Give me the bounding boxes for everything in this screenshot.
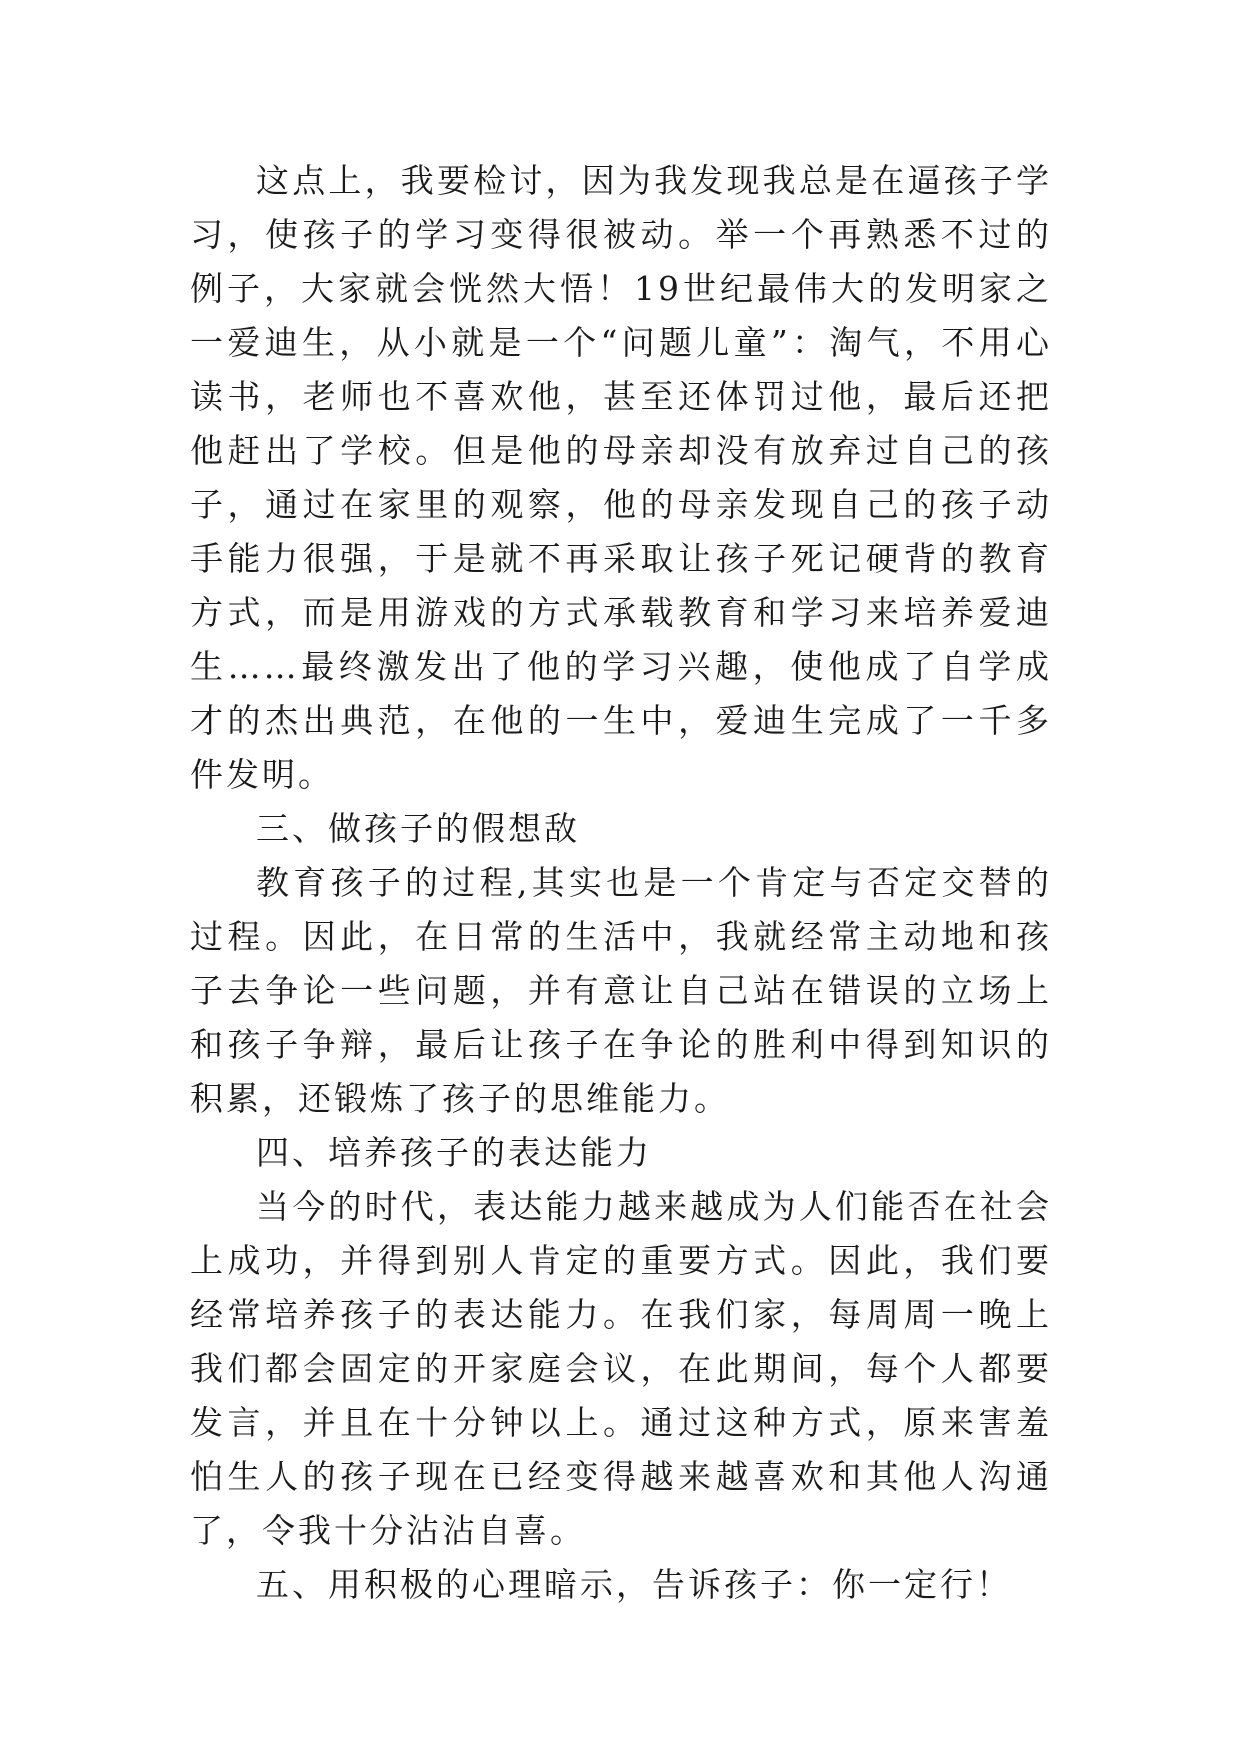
section-heading-5: 五、用积极的心理暗示，告诉孩子：你一定行！ [256, 1565, 1012, 1604]
paragraph-imaginary-opponent: 教育孩子的过程,其实也是一个肯定与否定交替的过程。因此，在日常的生活中，我就经常主动地和孩子去争论一些问题，并有意让自己站在错误的立场上和孩子争辩，最后让孩子在争论的胜利中得到知识的积累，还锻炼了孩子的思维能力。 [190, 863, 1052, 1118]
paragraph-edison-example: 这点上，我要检讨，因为我发现我总是在逼孩子学习，使孩子的学习变得很被动。举一个再熟悉不过的例子，大家就会恍然大悟！19世纪最伟大的发明家之一爱迪生，从小就是一个“问题儿童”：淘气，不用心读书，老师也不喜欢他，甚至还体罚过他，最后还把他赶出了学校。但是他的母亲却没有放弃过自己的孩子，通过在家里的观察，他的母亲发现自己的孩子动手能力很强，于是就不再采取让孩子死记硬背的教育方式，而是用游戏的方式承载教育和学习来培养爱迪生……最终激发出了他的学习兴趣，使他成了自学成才的杰出典范，在他的一生中，爱迪生完成了一千多件发明。 [190, 161, 1052, 794]
document-body [190, 154, 1052, 1612]
paragraph-expression-ability: 当今的时代，表达能力越来越成为人们能否在社会上成功，并得到别人肯定的重要方式。因此，我们要经常培养孩子的表达能力。在我们家，每周周一晚上我们都会固定的开家庭会议，在此期间，每个人都要发言，并且在十分钟以上。通过这种方式，原来害羞怕生人的孩子现在已经变得越来越喜欢和其他人沟通了，令我十分沾沾自喜。 [190, 1187, 1052, 1550]
section-heading-4: 四、培养孩子的表达能力 [256, 1133, 652, 1172]
section-heading-3: 三、做孩子的假想敌 [256, 809, 580, 848]
